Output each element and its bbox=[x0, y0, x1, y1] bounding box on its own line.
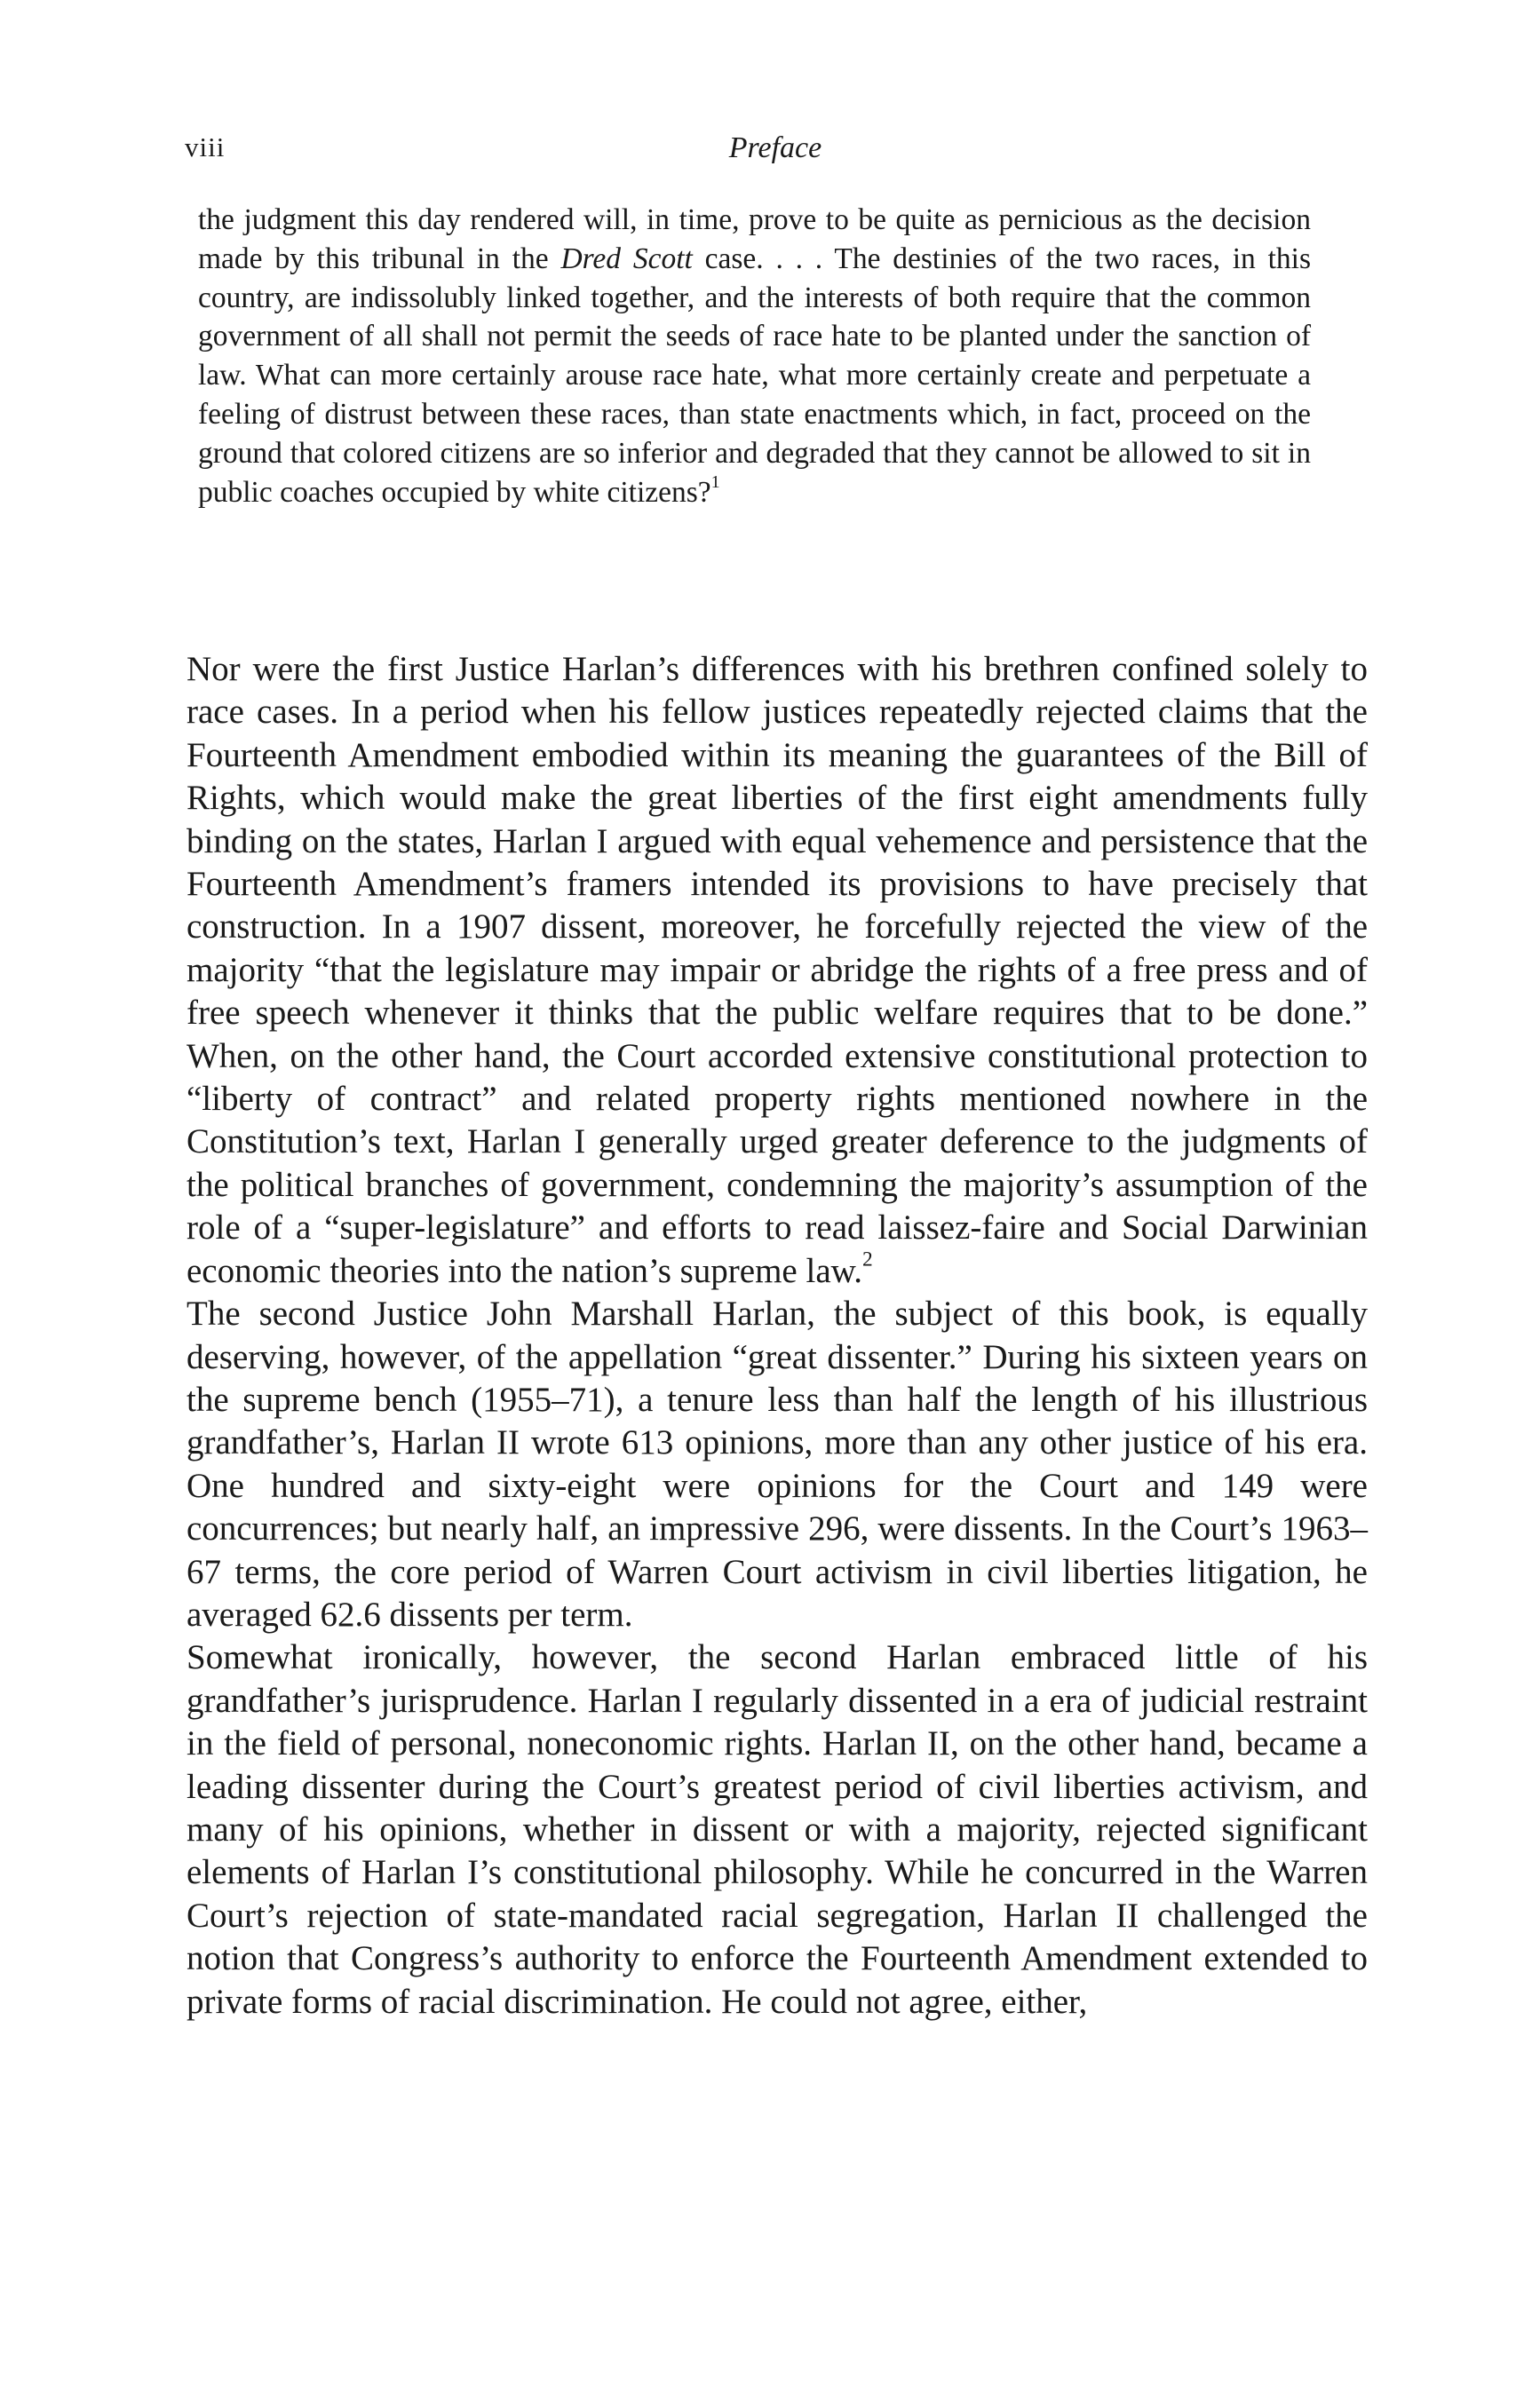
paragraph-text: Nor were the first Justice Harlan’s differences with his brethren confined solely to race cases. In a period when his fellow justices repeatedly rejected claims that the Fourteenth Amendment embodied within its meaning the guarantees of the Bill of Rights, which would make the great liberties of the first eight amendments fully binding on the states, Harlan I argued with equal vehemence and persistence that the Fourteenth Amendment’s framers intended its provisions to have precisely that construction. In a 1907 dissent, moreover, he forcefully rejected the view of the majority “that the legislature may impair or abridge the rights of a free press and of free speech whenever it thinks that the public welfare requires that to be done.” When, on the other hand, the Court accorded extensive constitutional protection to “liberty of contract” and related property rights mentioned nowhere in the Constitution’s text, Harlan I generally urged greater deference to the judgments of the political branches of government, condemning the majority’s assumption of the role of a “super-legislature” and efforts to read laissez-faire and Social Darwinian economic theories into the nation’s supreme law. bbox=[187, 650, 1368, 1290]
paragraph-text: Somewhat ironically, however, the second Harlan embraced little of his grandfather’s jurisprudence. Harlan I regularly dissented in a era of judicial restraint in the field of personal, noneconomic rights. Harlan II, on the other hand, became a leading dissenter during the Court’s greatest period of civil liberties activism, and many of his opinions, whether in dissent or with a majority, rejected significant elements of Harlan I’s constitutional philosophy. While he concurred in the Warren Court’s rejection of state-mandated racial segregation, Harlan II challenged the notion that Congress’s authority to enforce the Fourteenth Amendment extended to private forms of racial discrimination. He could not agree, either, bbox=[187, 1638, 1368, 2021]
paragraph-1 bbox=[187, 648, 1368, 1293]
paragraph-2 bbox=[187, 1293, 1368, 1636]
paragraph-3 bbox=[187, 1636, 1368, 2024]
paragraph-text: The second Justice John Marshall Harlan, the subject of this book, is equally deserving, however, of the appellation “great dissenter.” During his sixteen years on the supreme bench (1955–71), a tenure less than half the length of his illustrious grandfather’s, Harlan II wrote 613 opinions, more than any other justice of his era. One hundred and sixty-eight were opinions for the Court and 149 were concurrences; but nearly half, an impressive 296, were dissents. In the Court’s 1963–67 terms, the core period of Warren Court activism in civil liberties litigation, he averaged 62.6 dissents per term. bbox=[187, 1295, 1368, 1634]
page-number: viii bbox=[185, 131, 226, 162]
footnote-ref-1: 1 bbox=[710, 471, 720, 492]
running-title: Preface bbox=[728, 131, 822, 164]
quote-text-1: the judgment this day rendered will, in time, prove to be quite as pernicious as the decision made by this tribunal in the bbox=[198, 203, 1311, 275]
case-name: Dred Scott bbox=[560, 242, 693, 275]
page-header bbox=[185, 131, 1366, 176]
quote-text-2: case. . . . The destinies of the two races, in this country, are indissolubly linked together, and the interests of both require that the common government of all shall not permit the seeds of race hate to be planted under the sanction of law. What can more certainly arouse race hate, what more certainly create and perpetuate a feeling of distrust between these races, than state enactments which, in fact, proceed on the ground that colored citizens are so inferior and degraded that they cannot be allowed to sit in public coaches occupied by white citizens? bbox=[198, 242, 1312, 509]
quote-paragraph bbox=[198, 201, 1311, 511]
body-text bbox=[187, 648, 1368, 2024]
block-quote bbox=[198, 201, 1311, 511]
footnote-ref-2: 2 bbox=[862, 1247, 873, 1271]
